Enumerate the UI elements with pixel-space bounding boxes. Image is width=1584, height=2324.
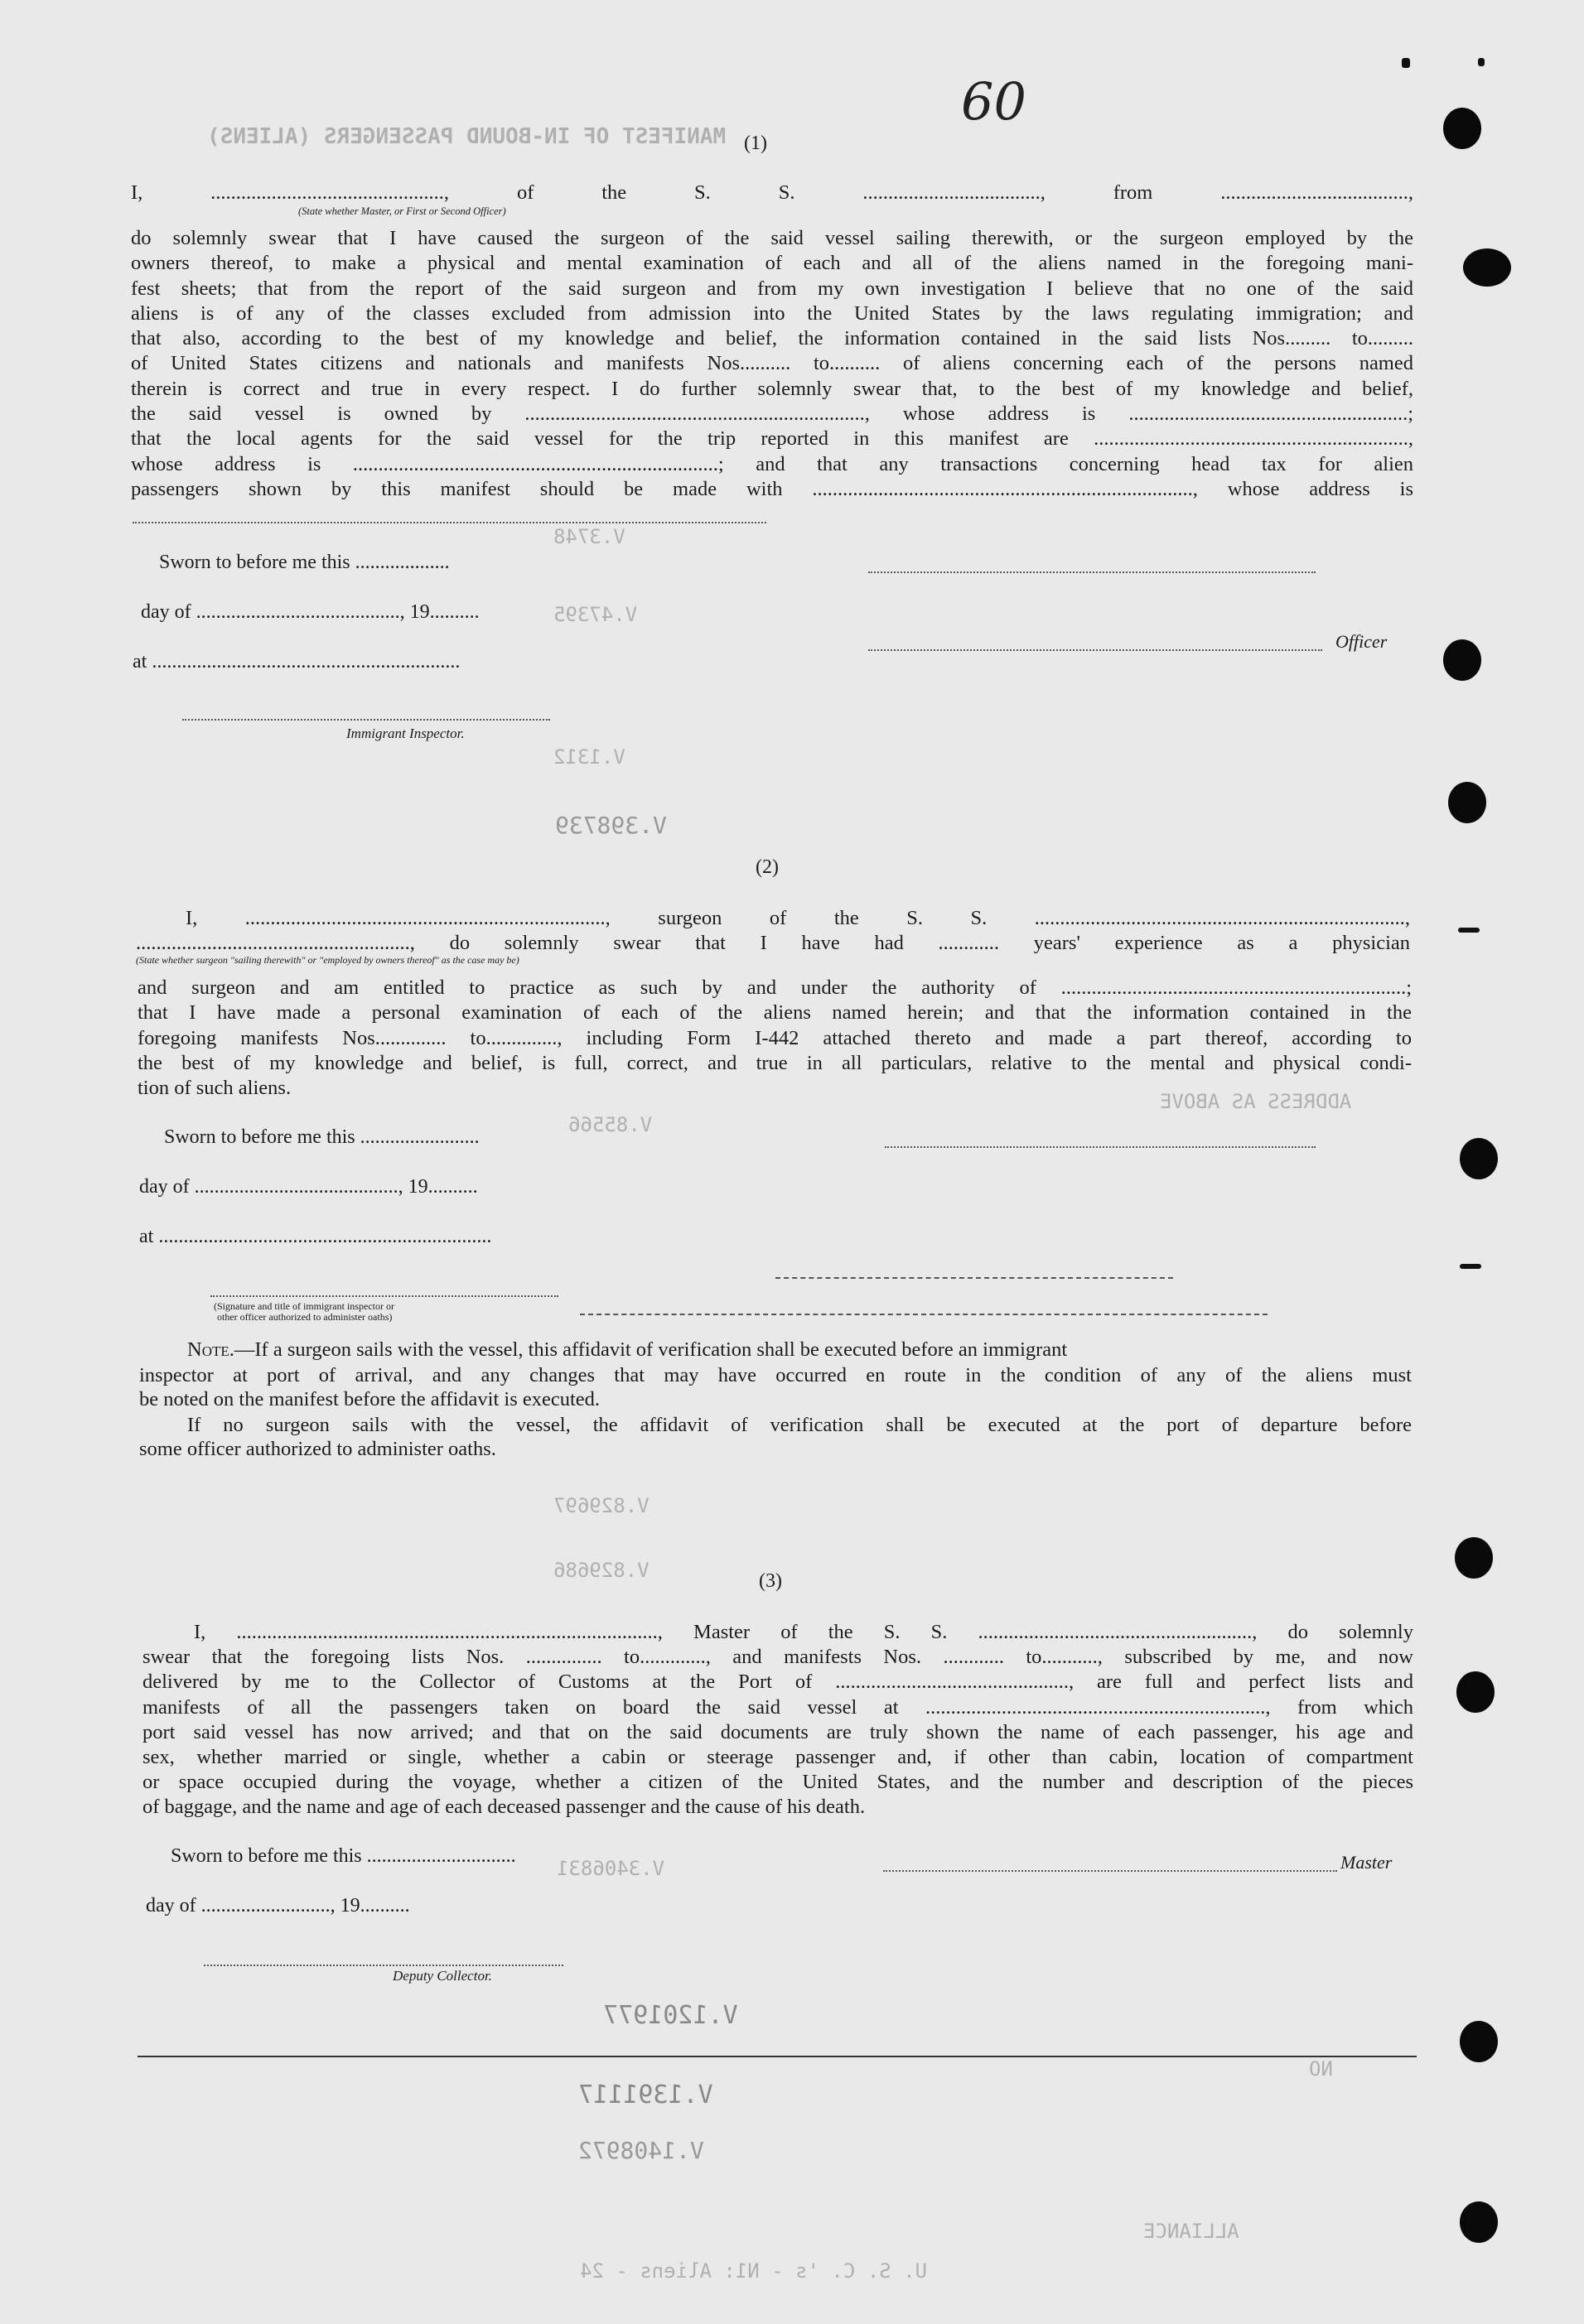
- oath-line-last: tion of such aliens.: [138, 1077, 292, 1099]
- bleed-through-fragment: NO: [1309, 2057, 1333, 2081]
- binding-mark: [1478, 58, 1485, 66]
- surgeon-signature-line: [885, 1146, 1316, 1148]
- punch-hole: [1463, 248, 1511, 287]
- note-line: inspector at port of arrival, and any changes that may have occurred en route in the condition of any of the aliens must: [139, 1364, 1412, 1386]
- binding-mark: [1460, 1264, 1481, 1269]
- note-paragraph: [187, 1338, 1067, 1362]
- oath-line: that also, according to the best of my knowledge and belief, the information contained in the said lists Nos......... to.........: [131, 327, 1413, 350]
- section-2-line1: [186, 906, 1410, 931]
- note-line: If no surgeon sails with the vessel, the affidavit of verification shall be executed at the port of departure before: [187, 1414, 1412, 1436]
- oath-line: I, ......................................................................., surgeon of the S. S. .........................................................................,: [186, 907, 1410, 929]
- master-note: (State whether Master, or First or Second Officer): [298, 205, 506, 217]
- bleed-through-fragment: V.398739: [555, 812, 667, 839]
- at-text: at ..............................................................: [133, 651, 461, 673]
- bleed-through-fragment: ALLIANCE: [1143, 2220, 1239, 2243]
- officer-signature-line: [868, 649, 1322, 651]
- note-line: be noted on the manifest before the affidavit is executed.: [139, 1388, 601, 1410]
- signature-line: [868, 571, 1316, 573]
- oath-line: do solemnly swear that I have caused the surgeon of the said vessel sailing therewith, or the surgeon employed by the: [131, 227, 1413, 249]
- oath-line: owners thereof, to make a physical and mental examination of each and all of the aliens named in the foregoing mani-: [131, 252, 1413, 275]
- oath-line: ......................................................, do solemnly swear that I have had ............ years' experience as a physician: [136, 932, 1410, 954]
- sworn-text: Sworn to before me this ...................: [159, 552, 450, 573]
- bleed-through-fragment: V.829697: [553, 1494, 650, 1517]
- oath-line: aliens is of any of the classes excluded from admission into the United States by the laws regulating immigration; and: [131, 301, 1413, 325]
- inspector-signature-line: [182, 719, 550, 721]
- bleed-through-fragment: V.1391117: [578, 2081, 713, 2109]
- bottom-rule: [138, 2056, 1417, 2057]
- oath-line: of United States citizens and nationals and manifests Nos.......... to.......... of aliens concerning each of the persons named: [131, 352, 1413, 375]
- bleed-through-header: MANIFEST OF IN-BOUND PASSENGERS (ALIENS): [207, 124, 727, 149]
- oath-line: therein is correct and true in every respect. I do further solemnly swear that, to the best of my knowledge and belief,: [131, 377, 1413, 400]
- section-3-line1: [194, 1620, 1413, 1645]
- oath-line: the best of my knowledge and belief, is full, correct, and true in all particulars, relative to the mental and physical condi-: [138, 1051, 1412, 1074]
- oath-line: manifests of all the passengers taken on board the said vessel at ..................................................................., from which: [142, 1695, 1413, 1719]
- section-1-heading: (1): [744, 133, 767, 154]
- oath-line: fest sheets; that from the report of the said surgeon and from my own investigation I believe that no one of the said: [131, 277, 1413, 300]
- note-body-2: [187, 1413, 1412, 1438]
- bleed-through-fragment: V.829686: [553, 1559, 650, 1582]
- section-3-heading: (3): [759, 1570, 782, 1592]
- inspector-label: Immigrant Inspector.: [346, 726, 465, 741]
- bleed-through-fragment: V.1312: [553, 745, 625, 769]
- master-label: Master: [1340, 1852, 1393, 1873]
- punch-hole: [1455, 1537, 1493, 1579]
- oath-line: port said vessel has now arrived; and that on the said documents are truly shown the name of each passenger, his age and: [142, 1720, 1413, 1743]
- bleed-through-fragment: V.1201977: [603, 2001, 738, 2030]
- oath-line: passengers shown by this manifest should be made with ..........................................................................., whose address is: [131, 477, 1413, 500]
- master-signature-line: [883, 1870, 1337, 1872]
- bleed-through-fragment: V.3406831: [557, 1857, 665, 1880]
- at-text: at ...................................................................: [139, 1226, 492, 1247]
- binding-mark: [1458, 928, 1480, 933]
- bleed-through-fragment: V.47395: [553, 603, 638, 626]
- section-3-body: [142, 1645, 1413, 1796]
- deputy-signature-line: [204, 1965, 563, 1966]
- punch-hole: [1448, 782, 1486, 823]
- day-of-text: day of ........................................., 19..........: [139, 1176, 478, 1198]
- oath-line: delivered by me to the Collector of Customs at the Port of .............................................., are full and perfect lists and: [142, 1671, 1413, 1694]
- oath-line: that the local agents for the said vessel for the trip reported in this manifest are ..............................................................,: [131, 427, 1413, 451]
- binding-mark: [1402, 58, 1410, 68]
- bleed-through-footer: U. S. C. 's - N1: Aliens - 24: [580, 2259, 928, 2283]
- oath-line: I, .............................................., of the S. S. ..................................., from .....................................,: [131, 181, 1413, 204]
- signature-note: (Signature and title of immigrant inspector or: [214, 1300, 394, 1312]
- note-line: some officer authorized to administer oaths.: [139, 1438, 496, 1460]
- day-of-text: day of .........................., 19..........: [146, 1895, 410, 1917]
- oath-line-last: of baggage, and the name and age of each deceased passenger and the cause of his death.: [142, 1796, 866, 1818]
- oath-line: foregoing manifests Nos.............. to.............., including Form I-442 attached thereto and made a part thereof, according to: [138, 1026, 1412, 1049]
- section-2-line2: [136, 931, 1410, 956]
- section-2-body: [138, 976, 1412, 1076]
- signature-note: other officer authorized to administer oaths): [217, 1311, 393, 1323]
- section-1-body: [131, 226, 1413, 502]
- oath-line: that I have made a personal examination of each of the aliens named herein; and that the information contained in the: [138, 1001, 1412, 1025]
- surgeon-note: (State whether surgeon "sailing therewith" or "employed by owners thereof" as the case may be): [136, 954, 519, 966]
- oath-line: the said vessel is owned by ..................................................................., whose address is .......................................................;: [131, 403, 1413, 426]
- address-line: [133, 522, 766, 523]
- note-label: Note.: [187, 1338, 234, 1361]
- oath-line: or space occupied during the voyage, whether a citizen of the United States, and the number and description of the pieces: [142, 1771, 1413, 1794]
- officer-label: Officer: [1335, 631, 1388, 652]
- oath-line: sex, whether married or single, whether a cabin or steerage passenger and, if other than cabin, location of compartment: [142, 1746, 1413, 1769]
- punch-hole: [1456, 1671, 1495, 1713]
- day-of-text: day of ........................................., 19..........: [141, 601, 480, 623]
- punch-hole: [1460, 2201, 1498, 2243]
- signature-line-right: [580, 1314, 1268, 1315]
- surgeon-signature-line-2: [775, 1277, 1173, 1279]
- signature-line: [210, 1295, 558, 1297]
- punch-hole: [1460, 2021, 1498, 2062]
- note-text: —If a surgeon sails with the vessel, this affidavit of verification shall be executed before an immigrant: [234, 1338, 1068, 1361]
- bleed-through-fragment: V.1408972: [578, 2137, 704, 2164]
- oath-line: whose address is ........................................................................; and that any transactions concerning head tax for alien: [131, 452, 1413, 475]
- punch-hole: [1443, 639, 1481, 681]
- sworn-text: Sworn to before me this ........................: [164, 1126, 480, 1148]
- punch-hole: [1443, 108, 1481, 149]
- bleed-through-fragment: ADDRESS AS ABOVE: [1160, 1090, 1352, 1113]
- section-1-oath: [131, 181, 1413, 205]
- oath-line: I, ..................................................................................., Master of the S. S. ......................................................, do solemnly: [194, 1621, 1413, 1643]
- oath-line: and surgeon and am entitled to practice as such by and under the authority of ....................................................................;: [138, 976, 1412, 999]
- note-body: [139, 1363, 1412, 1388]
- section-2-heading: (2): [756, 856, 779, 878]
- sworn-text: Sworn to before me this ..............................: [171, 1845, 516, 1867]
- punch-hole: [1460, 1138, 1498, 1179]
- deputy-label: Deputy Collector.: [393, 1968, 492, 1984]
- handwritten-page-number: 60: [961, 71, 1026, 132]
- bleed-through-fragment: V.3748: [553, 525, 625, 548]
- oath-line: swear that the foregoing lists Nos. ............... to............., and manifests Nos. ............ to..........., subscribed by me, and now: [142, 1646, 1413, 1668]
- bleed-through-fragment: V.85566: [568, 1113, 653, 1136]
